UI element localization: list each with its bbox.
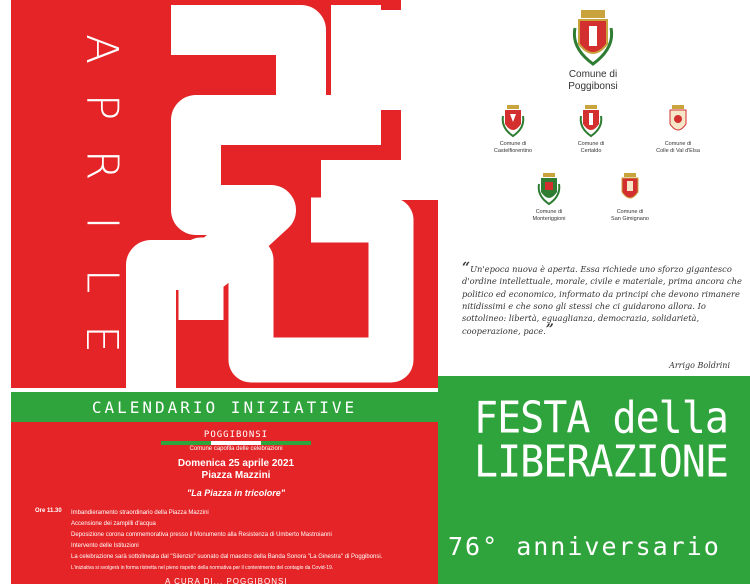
municipality-prefix: Comune di: [616, 209, 644, 215]
quote-text: Un'epoca nuova è aperta. Essa richiede uno sforzo gigantesco d'ordine intellettuale, morale, civile e materiale, prima ancora che politico ed economico, informato da principi che devono rimanere nitidissimi e che sono gli stessi che ci guidarono allora. Io sottolineo: libertà, eguaglianza, democrazia, solidarietà, cooperazione, pace.: [462, 264, 742, 337]
coat-of-arms-icon: [579, 104, 603, 138]
coat-of-arms-icon: [537, 172, 561, 206]
municipality-prefix: Comune di: [664, 141, 692, 147]
crest-poggibonsi: [548, 8, 638, 93]
month-letter: I: [75, 216, 127, 230]
red-panel: [11, 0, 438, 584]
tricolor-line: [161, 441, 311, 445]
municipality-name: Poggibonsi: [568, 81, 618, 92]
municipality-name: Monteriggioni: [532, 216, 566, 222]
municipality-prefix: Comune di: [535, 209, 563, 215]
headline: [474, 392, 728, 488]
month-letter: R: [75, 149, 127, 181]
municipality-prefix: Comune di: [577, 141, 605, 147]
coat-of-arms-icon: [618, 172, 642, 206]
municipality-prefix: Comune di: [568, 69, 618, 80]
municipality-name: San Gimignano: [611, 216, 649, 222]
crest-monteriggioni: [514, 172, 584, 223]
month-vertical-label: [75, 20, 127, 368]
month-letter: A: [75, 33, 127, 65]
crest-certaldo: [556, 104, 626, 155]
schedule-item: Deposizione corona commemorativa presso il Monumento alla Resistenza di Umberto Mastroianni: [71, 532, 332, 538]
municipality-name: Colle di Val d'Elsa: [656, 148, 700, 154]
event-date: Domenica 25 aprile 2021: [177, 458, 295, 469]
host-role: Comune capofila delle celebrazioni: [189, 446, 283, 452]
month-letter: L: [75, 268, 127, 294]
schedule-note: L'iniziativa si svolgerà in forma ristretta nel pieno rispetto della normativa per il contenimento del contagio da Covid-19.: [71, 565, 334, 571]
event-venue: Piazza Mazzini: [201, 470, 271, 481]
schedule-item: La celebrazione sarà sottolineata dal "Silenzio" suonato dal maestro della Banda Sonora "La Ginestra" di Poggibonsi.: [71, 554, 383, 560]
calendar-banner: [11, 392, 438, 422]
quote-close-mark: ”: [545, 322, 554, 339]
municipality-name: Certaldo: [580, 148, 602, 154]
event-title: "La Piazza in tricolore": [186, 488, 286, 498]
cut-off-text: A CURA DI... POGGIBONSI: [165, 577, 288, 584]
schedule-time: Ore 11.30: [35, 508, 62, 514]
coat-of-arms-icon: [501, 104, 525, 138]
municipality-name: Castelfiorentino: [493, 148, 533, 154]
month-letter: E: [76, 325, 127, 353]
event-date-block: [161, 458, 311, 482]
anniversary: 76° anniversario: [448, 532, 721, 561]
calendar-title: CALENDARIO INIZIATIVE: [91, 397, 358, 417]
schedule-item: Imbandieramento straordinario della Piazza Mazzini: [71, 510, 209, 516]
schedule-item: Accensione dei zampilli d'acqua: [71, 521, 156, 527]
headline-panel: [438, 376, 750, 584]
headline-line1: FESTA della: [474, 392, 728, 444]
host-town: POGGIBONSI: [203, 430, 269, 440]
crest-colle: [638, 104, 718, 155]
headline-line2: LIBERAZIONE: [474, 436, 728, 488]
municipality-prefix: Comune di: [499, 141, 527, 147]
schedule-item: Intervento delle Istituzioni: [71, 543, 139, 549]
quote: [462, 262, 742, 338]
host-block: [161, 430, 311, 452]
month-letter: P: [75, 93, 127, 121]
quote-open-mark: “: [462, 260, 471, 276]
crest-san-gimignano: [590, 172, 670, 223]
crest-castelfiorentino: [478, 104, 548, 155]
quote-author: Arrigo Boldrini: [669, 361, 730, 370]
schedule: [35, 508, 435, 584]
coat-of-arms-icon: [666, 104, 690, 138]
coat-of-arms-icon: [571, 8, 615, 66]
